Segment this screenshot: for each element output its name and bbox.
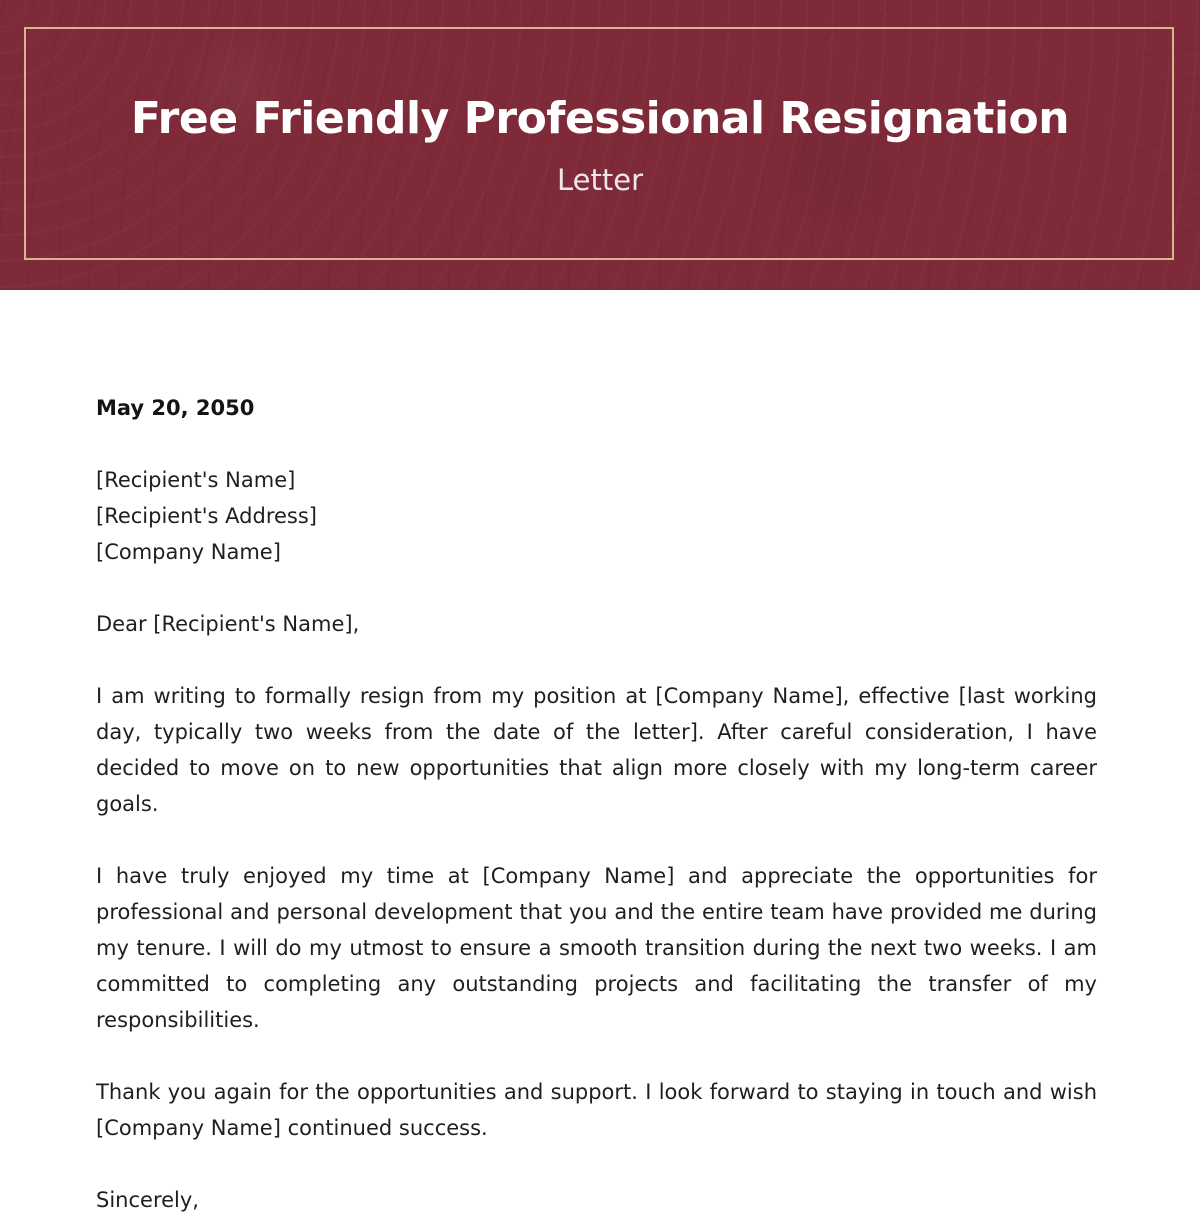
recipient-name: [Recipient's Name] [96,468,296,492]
header-banner [0,0,1200,290]
document-subtitle: Letter [557,163,643,197]
letter-date: May 20, 2050 [96,396,255,420]
paragraph-3: Thank you again for the opportunities and support. I look forward to staying in touch and wish [Company Name] continued success. [96,1080,1097,1140]
paragraph-1: I am writing to formally resign from my position at [Company Name], effective [last working day, typically two weeks from the date of the letter]. After careful consideration, I have decided to move on to new opportunities that align more closely with my long-term career goals. [96,684,1097,816]
recipient-address: [Recipient's Address] [96,504,317,528]
recipient-block [96,462,1097,570]
closing: Sincerely, [96,1188,199,1212]
letter-body [96,390,1097,1218]
paragraph-2: I have truly enjoyed my time at [Company Name] and appreciate the opportunities for professional and personal development that you and the entire team have provided me during my tenure. I will do my utmost to ensure a smooth transition during the next two weeks. I am committed to completing any outstanding projects and facilitating the transfer of my responsibilities. [96,864,1097,1032]
recipient-company: [Company Name] [96,540,281,564]
salutation: Dear [Recipient's Name], [96,612,360,636]
document-title: Free Friendly Professional Resignation [130,93,1070,144]
